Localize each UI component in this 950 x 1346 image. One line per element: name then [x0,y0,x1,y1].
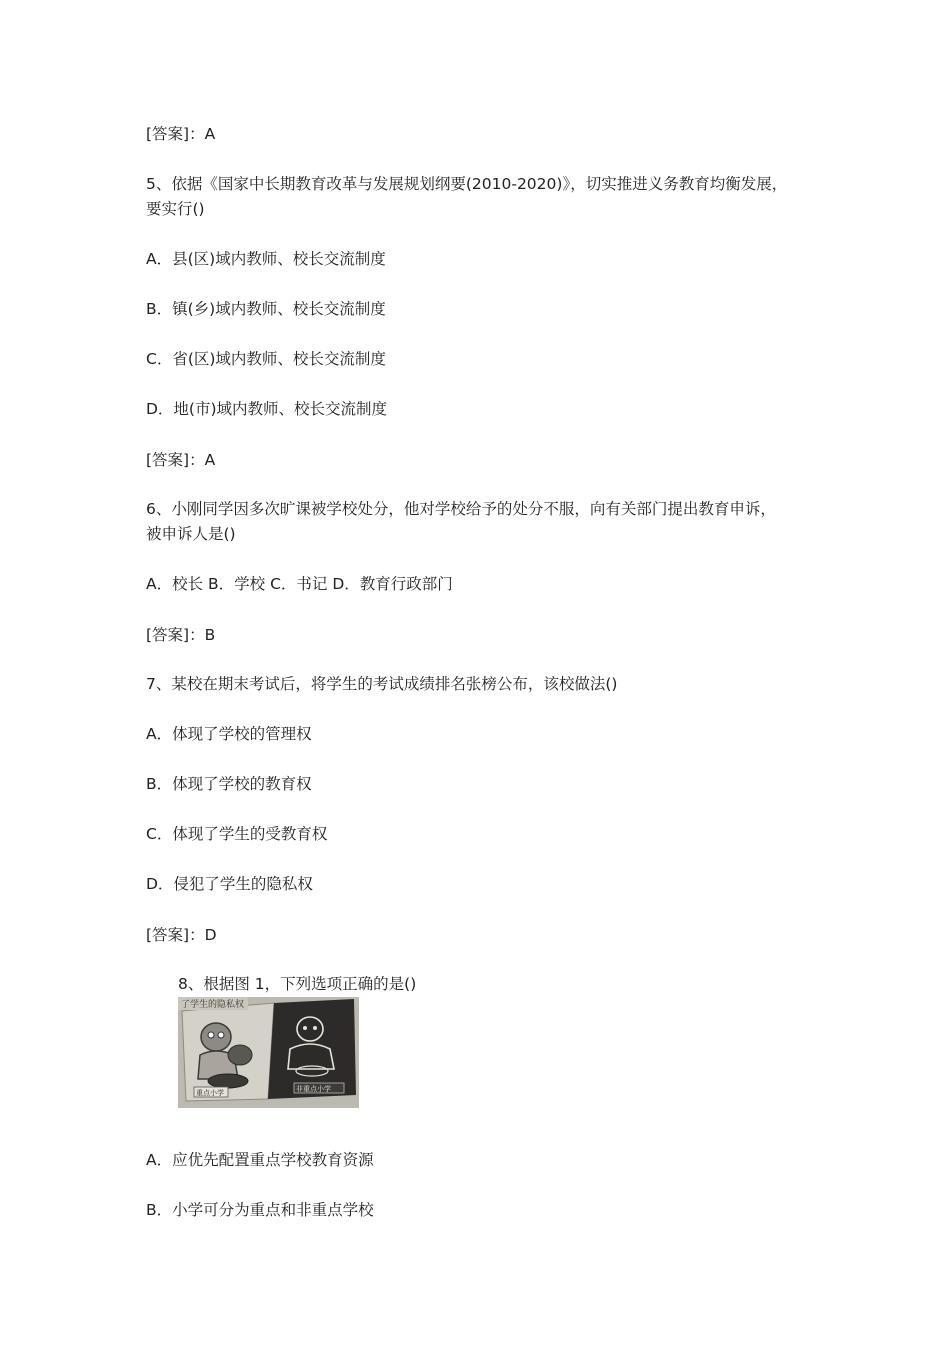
option-5b: B．镇(乡)域内教师、校长交流制度 [146,300,386,318]
answer-q4: [答案]：A [146,125,216,143]
figure-1-illustration [178,997,359,1108]
option-7a: A．体现了学校的管理权 [146,725,312,743]
sign-left: 重点小学 [196,1089,224,1097]
option-8a: A．应优先配置重点学校教育资源 [146,1151,374,1169]
question-6-line-2: 被申诉人是() [146,525,236,543]
answer-q6: [答案]：B [146,626,216,644]
figure-1-image [178,997,359,1108]
option-7d: D．侵犯了学生的隐私权 [146,875,313,893]
option-8b: B．小学可分为重点和非重点学校 [146,1201,374,1219]
question-7: 7、某校在期末考试后，将学生的考试成绩排名张榜公布，该校做法() [146,675,618,693]
option-5a: A．县(区)域内教师、校长交流制度 [146,250,386,268]
sign-right: 非重点小学 [296,1085,331,1093]
option-7c: C．体现了学生的受教育权 [146,825,328,843]
question-6-line-1: 6、小刚同学因多次旷课被学校处分，他对学校给予的处分不服，向有关部门提出教育申诉， [146,500,776,518]
question-5-line-2: 要实行() [146,200,205,218]
option-5d: D．地(市)域内教师、校长交流制度 [146,400,388,418]
answer-q7: [答案]：D [146,926,217,944]
option-7b: B．体现了学校的教育权 [146,775,312,793]
question-8: 8、根据图 1，下列选项正确的是() [178,975,417,993]
figure-caption: 了学生的隐私权 [181,1000,245,1010]
answer-q5: [答案]：A [146,451,216,469]
options-6: A．校长 B．学校 C．书记 D．教育行政部门 [146,575,453,593]
question-5-line-1: 5、依据《国家中长期教育改革与发展规划纲要(2010-2020)》，切实推进义务教育均衡发展， [146,175,788,193]
option-5c: C．省(区)域内教师、校长交流制度 [146,350,386,368]
